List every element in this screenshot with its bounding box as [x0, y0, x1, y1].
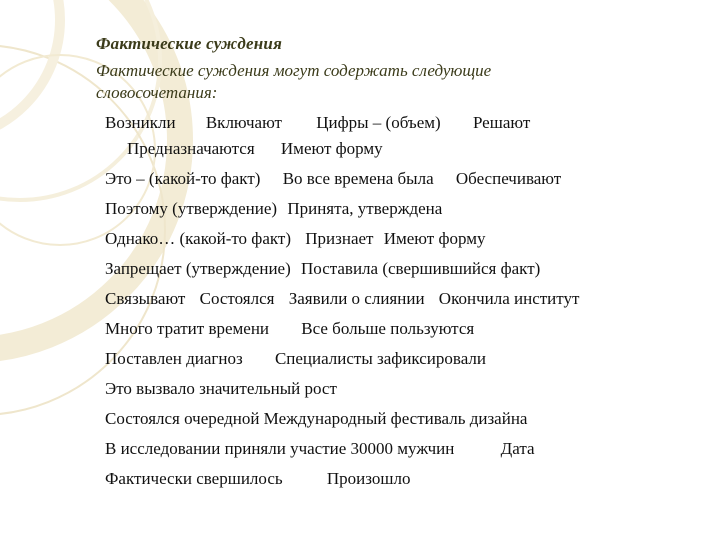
phrase: Состоялся очередной Международный фестиваль дизайна	[105, 409, 528, 428]
phrase-line	[105, 374, 705, 404]
phrase: Цифры – (объем)	[316, 113, 441, 132]
phrase-line	[105, 134, 705, 164]
phrase: Дата	[500, 439, 535, 458]
phrase: Имеют форму	[280, 139, 383, 158]
phrase: Принята, утверждена	[287, 199, 443, 218]
phrase: Решают	[472, 113, 531, 132]
phrase: В исследовании приняли участие 30000 мужчин	[105, 439, 455, 458]
phrase: Произошло	[326, 469, 411, 488]
phrase-line	[105, 464, 705, 494]
phrase: Связывают	[105, 289, 186, 308]
phrase: Это – (какой-то факт)	[105, 169, 261, 188]
phrase: Фактически свершилось	[105, 469, 283, 488]
phrase-line	[105, 194, 705, 224]
phrase-line	[105, 284, 705, 314]
phrase-line	[105, 164, 705, 194]
phrase-line	[105, 108, 705, 134]
phrase: Обеспечивают	[455, 169, 562, 188]
phrase: Много тратит времени	[105, 319, 270, 338]
phrase: Это вызвало значительный рост	[105, 379, 337, 398]
phrase: Состоялся	[199, 289, 275, 308]
phrase-line	[105, 314, 705, 344]
slide-title: Фактические суждения	[96, 34, 283, 53]
phrase: Признает	[305, 229, 374, 248]
phrase: Во все времена была	[282, 169, 434, 188]
phrase: Окончила институт	[438, 289, 580, 308]
phrase: Заявили о слиянии	[288, 289, 425, 308]
phrase: Поэтому (утверждение)	[105, 199, 278, 218]
phrase: Поставила (свершившийся факт)	[301, 259, 541, 278]
phrase-line	[105, 224, 705, 254]
phrase-line	[105, 344, 705, 374]
phrase: Имеют форму	[383, 229, 486, 248]
phrase: Поставлен диагноз	[105, 349, 243, 368]
phrase: Включают	[205, 113, 282, 132]
phrase: Предназначаются	[127, 139, 255, 158]
phrase: Запрещает (утверждение)	[105, 259, 291, 278]
phrase-line	[105, 254, 705, 284]
phrase-line	[105, 434, 705, 464]
phrase: Все больше пользуются	[301, 319, 475, 338]
slide-subtitle: Фактические суждения могут содержать следующие словосочетания:	[96, 61, 492, 102]
phrase-line	[105, 404, 705, 434]
phrase: Специалисты зафиксировали	[274, 349, 486, 368]
phrase: Возникли	[105, 113, 176, 132]
phrase: Однако… (какой-то факт)	[105, 229, 291, 248]
phrase-list	[105, 108, 705, 494]
